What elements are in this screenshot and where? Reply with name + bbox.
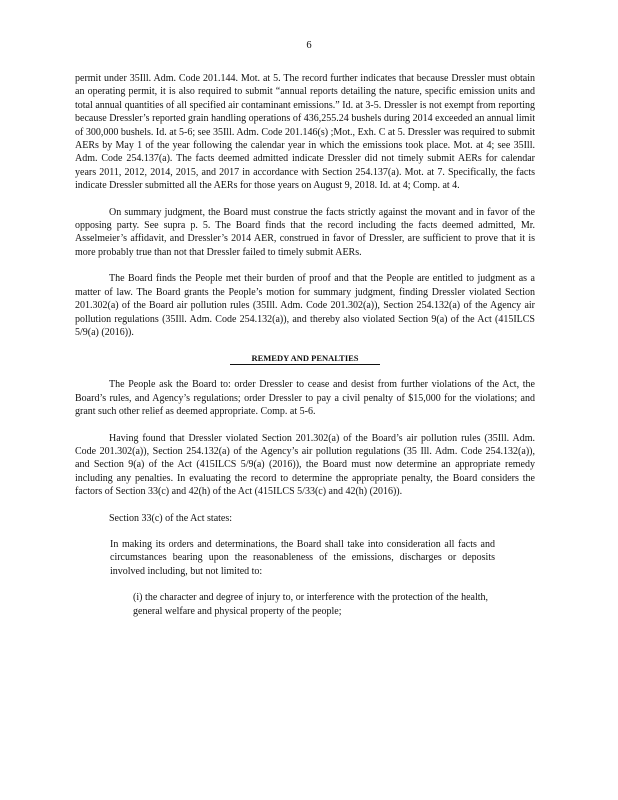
paragraph-people-request: The People ask the Board to: order Dressler to cease and desist from further violations of the Act, the Board’s rules, and Agency’s regulations; order Dressler to pay a civil penalty of $15,000 for the violations; and grant such other relief as deemed appropriate. Comp. at 5-6. xyxy=(75,379,535,418)
document-body xyxy=(75,72,535,618)
block-quote-factor-i: (i) the character and degree of injury to, or interference with the protection of the health, general welfare and physical property of the people; xyxy=(133,592,488,617)
paragraph-remedy-determination: Having found that Dressler violated Section 201.302(a) of the Board’s air pollution rules (35Ill. Adm. Code 201.302(a)), Section 254.132(a) of the Agency’s air pollution regulations (35 Ill. Adm. Code 254.132(a)), and Section 9(a) of the Act (415ILCS 5/9(a) (2016)), the Board must now determine an appropriate remedy including any penalties. In evaluating the record to determine the appropriate penalty, the Board considers the factors of Section 33(c) and 42(h) of the Act (415ILCS 5/33(c) and 42(h) (2016)). xyxy=(75,432,535,498)
section-heading-remedy: REMEDY AND PENALTIES xyxy=(230,352,380,365)
paragraph-summary-judgment-standard: On summary judgment, the Board must construe the facts strictly against the movant and in favor of the opposing party. See supra p. 5. The Board finds that the record including the facts deemed admitted, Mr. Asselmeier’s affidavit, and Dressler’s 2014 AER, construed in favor of Dressler, are sufficient to prove that it is more probably true than not that Dressler failed to timely submit AERs. xyxy=(75,206,535,258)
paragraph-section-33c-intro: Section 33(c) of the Act states: xyxy=(109,512,233,524)
paragraph-board-finding: The Board finds the People met their burden of proof and that the People are entitled to judgment as a matter of law. The Board grants the People’s motion for summary judgment, finding Dressler violated Section 201.302(a) of the Board air pollution rules (35Ill. Adm. Code 201.302(a)), Section 254.132(a) of the Agency air pollution regulations (35Ill. Adm. Code 254.132(a)), and thereby also violated Section 9(a) of the Act (415ILCS 5/9(a) (2016)). xyxy=(75,273,535,338)
paragraph-permit-requirements: permit under 35Ill. Adm. Code 201.144. Mot. at 5. The record further indicates that because Dressler must obtain an operating permit, it is also required to submit “annual reports detailing the nature, specific emission units and total annual quantities of all specified air contaminant emissions.” Id. at 3-5. Dressler is not exempt from reporting because Dressler’s reported grain handling operations of 436,255.24 bushels during 2014 exceeded an annual limit of 300,000 bushels. Id. at 5-6; see 35Ill. Adm. Code 201.146(s) ;Mot., Exh. C at 5. Dressler was required to submit AERs by May 1 of the year following the calendar year in which the emissions took place. Mot. at 4; see 35Ill. Adm. Code 254.137(a). The facts deemed admitted indicate Dressler did not timely submit AERs for calendar years 2011, 2012, 2014, 2015, and 2017 in accordance with Section 254.137(a). Mot. at 7. Specifically, the facts indicate Dressler submitted all the AERs for those years on August 9, 2018. Id. at 4; Comp. at 4. xyxy=(75,73,535,192)
block-quote-section-33c: In making its orders and determinations, the Board shall take into consideration all facts and circumstances bearing upon the reasonableness of the emissions, discharges or deposits involved including, but not limited to: xyxy=(110,538,495,577)
page-number: 6 xyxy=(306,40,312,51)
